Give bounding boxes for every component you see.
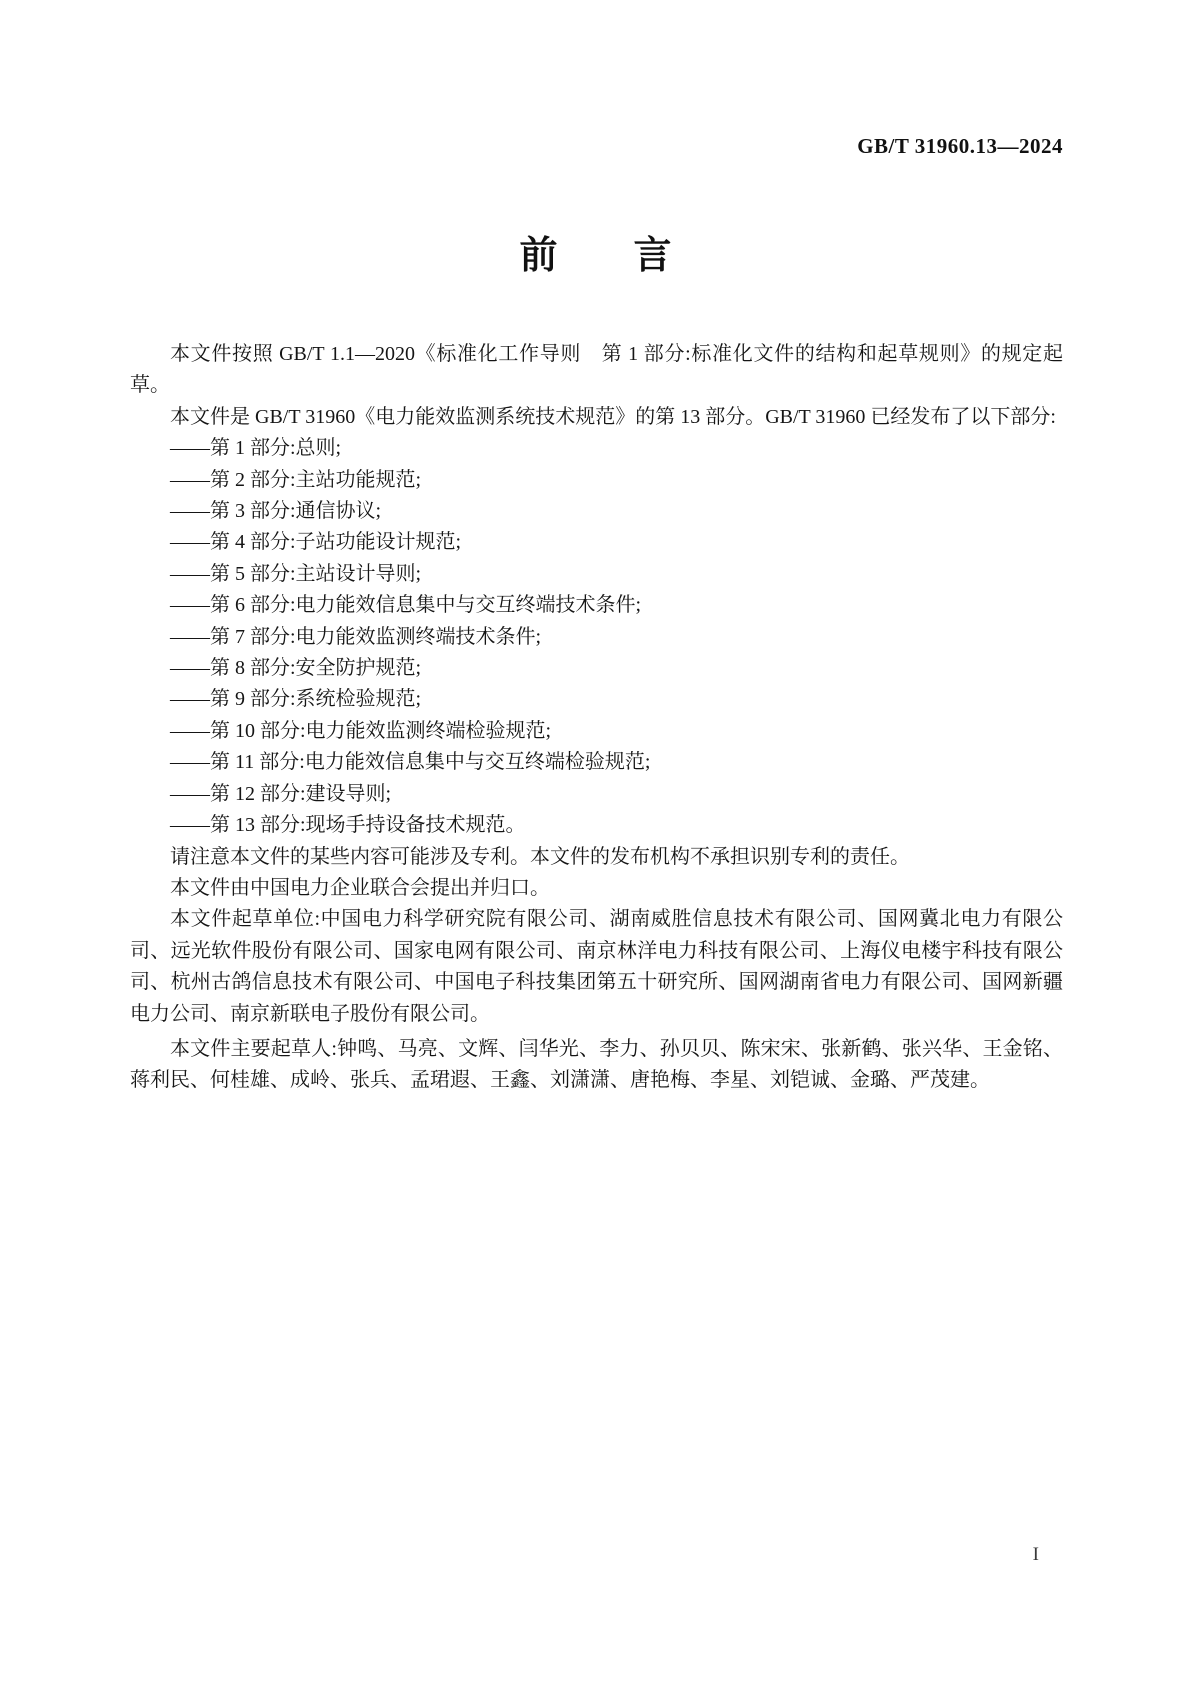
paragraph-patent-notice: 请注意本文件的某些内容可能涉及专利。本文件的发布机构不承担识别专利的责任。 [170, 845, 910, 868]
part-list-item-2: ——第 2 部分:主站功能规范; [170, 468, 422, 491]
part-list-item-7: ——第 7 部分:电力能效监测终端技术条件; [170, 625, 542, 648]
paragraph-drafters: 本文件主要起草人:钟鸣、马亮、文辉、闫华光、李力、孙贝贝、陈宋宋、张新鹤、张兴华、王金铭、蒋利民、何桂雄、成岭、张兵、孟珺遐、王鑫、刘潇潇、唐艳梅、李星、刘铠诚、金璐、严茂建。 [130, 1037, 1063, 1092]
page-number: I [1032, 1544, 1039, 1565]
part-list-item-1: ——第 1 部分:总则; [170, 437, 342, 460]
part-list-item-10: ——第 10 部分:电力能效监测终端检验规范; [170, 719, 552, 742]
part-list-item-3: ——第 3 部分:通信协议; [170, 500, 382, 523]
paragraph-series-intro: 本文件是 GB/T 31960《电力能效监测系统技术规范》的第 13 部分。GB/T 31960 已经发布了以下部分: [170, 405, 1056, 428]
part-list-item-8: ——第 8 部分:安全防护规范; [170, 657, 422, 680]
part-list-item-6: ——第 6 部分:电力能效信息集中与交互终端技术条件; [170, 594, 642, 617]
part-list-item-11: ——第 11 部分:电力能效信息集中与交互终端检验规范; [170, 751, 651, 774]
part-list-item-13: ——第 13 部分:现场手持设备技术规范。 [170, 814, 526, 837]
foreword-body [130, 339, 1063, 1097]
paragraph-committee: 本文件由中国电力企业联合会提出并归口。 [170, 876, 550, 899]
page-title: 前 言 [519, 235, 672, 277]
paragraph-drafting-organizations: 本文件起草单位:中国电力科学研究院有限公司、湖南威胜信息技术有限公司、国网冀北电力有限公司、远光软件股份有限公司、国家电网有限公司、南京林洋电力科技有限公司、上海仪电楼宇科技有限公司、杭州古鸽信息技术有限公司、中国电子科技集团第五十研究所、国网湖南省电力有限公司、国网新疆电力公司、南京新联电子股份有限公司。 [130, 908, 1063, 1025]
part-list-item-9: ——第 9 部分:系统检验规范; [170, 688, 422, 711]
part-list-item-5: ——第 5 部分:主站设计导则; [170, 562, 422, 585]
paragraph-drafting-rules: 本文件按照 GB/T 1.1—2020《标准化工作导则 第 1 部分:标准化文件的结构和起草规则》的规定起草。 [130, 343, 1063, 397]
standard-code: GB/T 31960.13—2024 [857, 134, 1063, 158]
part-list-item-4: ——第 4 部分:子站功能设计规范; [170, 531, 462, 554]
part-list-item-12: ——第 12 部分:建设导则; [170, 782, 392, 805]
